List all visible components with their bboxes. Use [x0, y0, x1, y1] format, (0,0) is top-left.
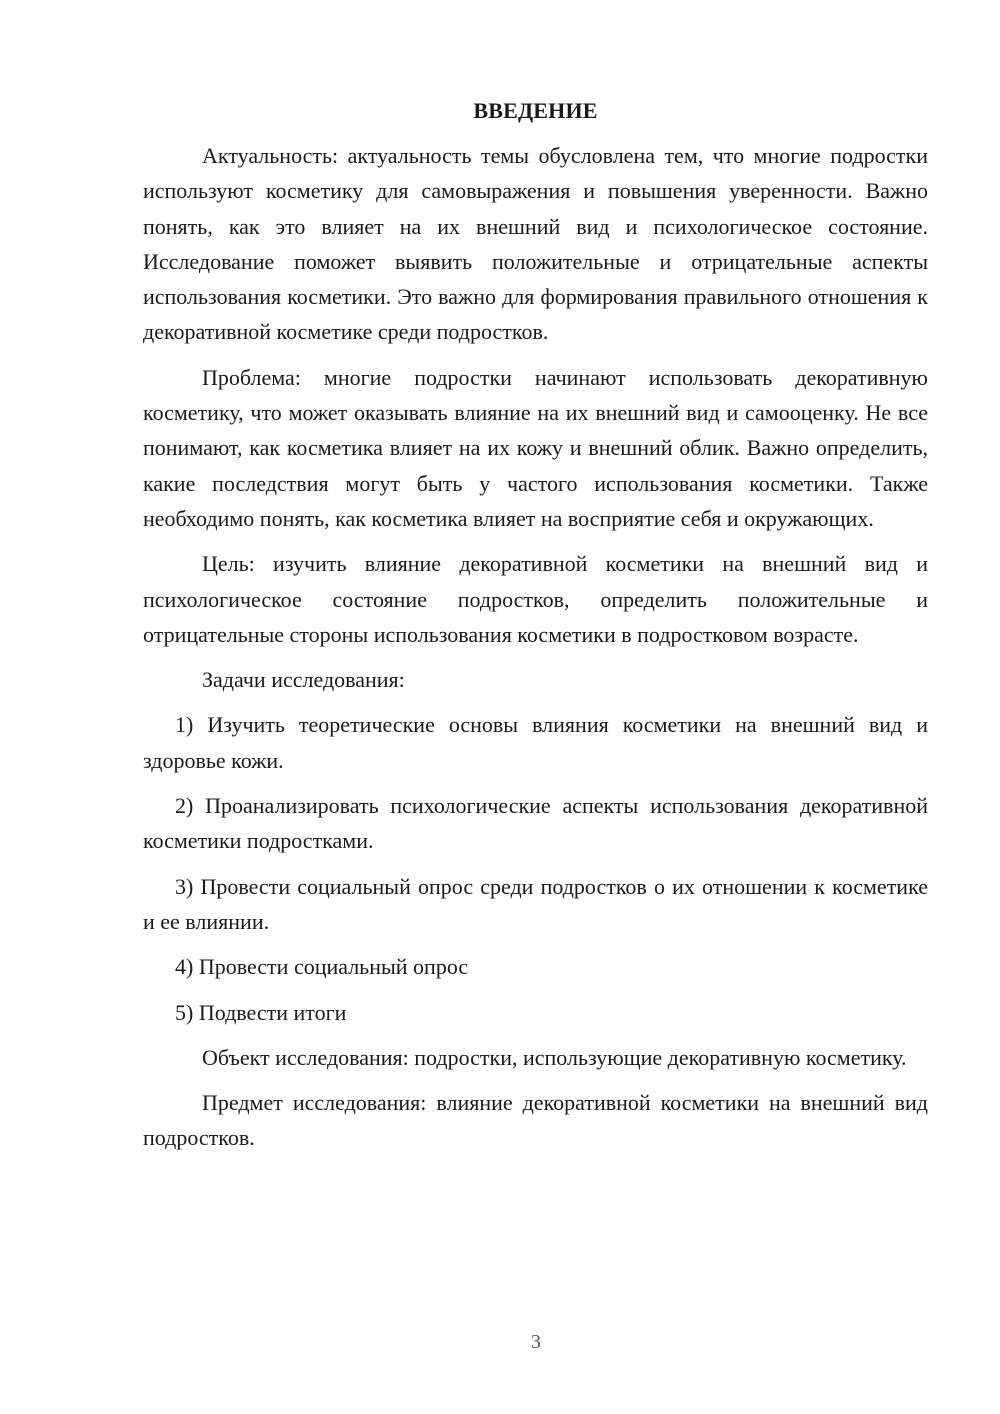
- problem-paragraph: Проблема: многие подростки начинают использовать декоративную косметику, что может оказывать влияние на их внешний вид и самооценку. Не все понимают, как косметика влияет на их кожу и внешний облик. Важно определить, какие последствия могут быть у частого использования косметики. Также необходимо понять, как косметика влияет на восприятие себя и окружающих.: [143, 364, 928, 531]
- subject-paragraph: Предмет исследования: влияние декоративной косметики на внешний вид подростков.: [143, 1090, 928, 1151]
- page-content: [143, 93, 928, 1166]
- goal-paragraph: Цель: изучить влияние декоративной косметики на внешний вид и психологическое состояние подростков, определить положительные и отрицательные стороны использования косметики в подростковом возрасте.: [143, 551, 928, 647]
- task-item-5: 5) Подвести итоги: [175, 999, 347, 1025]
- tasks-heading: Задачи исследования:: [202, 667, 405, 693]
- task-item-4: 4) Провести социальный опрос: [175, 954, 469, 980]
- task-item-3: 3) Провести социальный опрос среди подростков о их отношении к косметике и ее влиянии.: [143, 873, 928, 934]
- task-item-2: 2) Проанализировать психологические аспекты использования декоративной косметики подростками.: [143, 793, 928, 854]
- task-item-1: 1) Изучить теоретические основы влияния косметики на внешний вид и здоровье кожи.: [143, 712, 928, 773]
- page-number: 3: [531, 1331, 541, 1353]
- relevance-paragraph: Актуальность: актуальность темы обусловлена тем, что многие подростки используют косметику для самовыражения и повышения уверенности. Важно понять, как это влияет на их внешний вид и психологическое состояние. Исследование поможет выявить положительные и отрицательные аспекты использования косметики. Это важно для формирования правильного отношения к декоративной косметике среди подростков.: [143, 143, 928, 345]
- object-paragraph: Объект исследования: подростки, использующие декоративную косметику.: [202, 1044, 907, 1070]
- page-title: ВВЕДЕНИЕ: [473, 98, 598, 123]
